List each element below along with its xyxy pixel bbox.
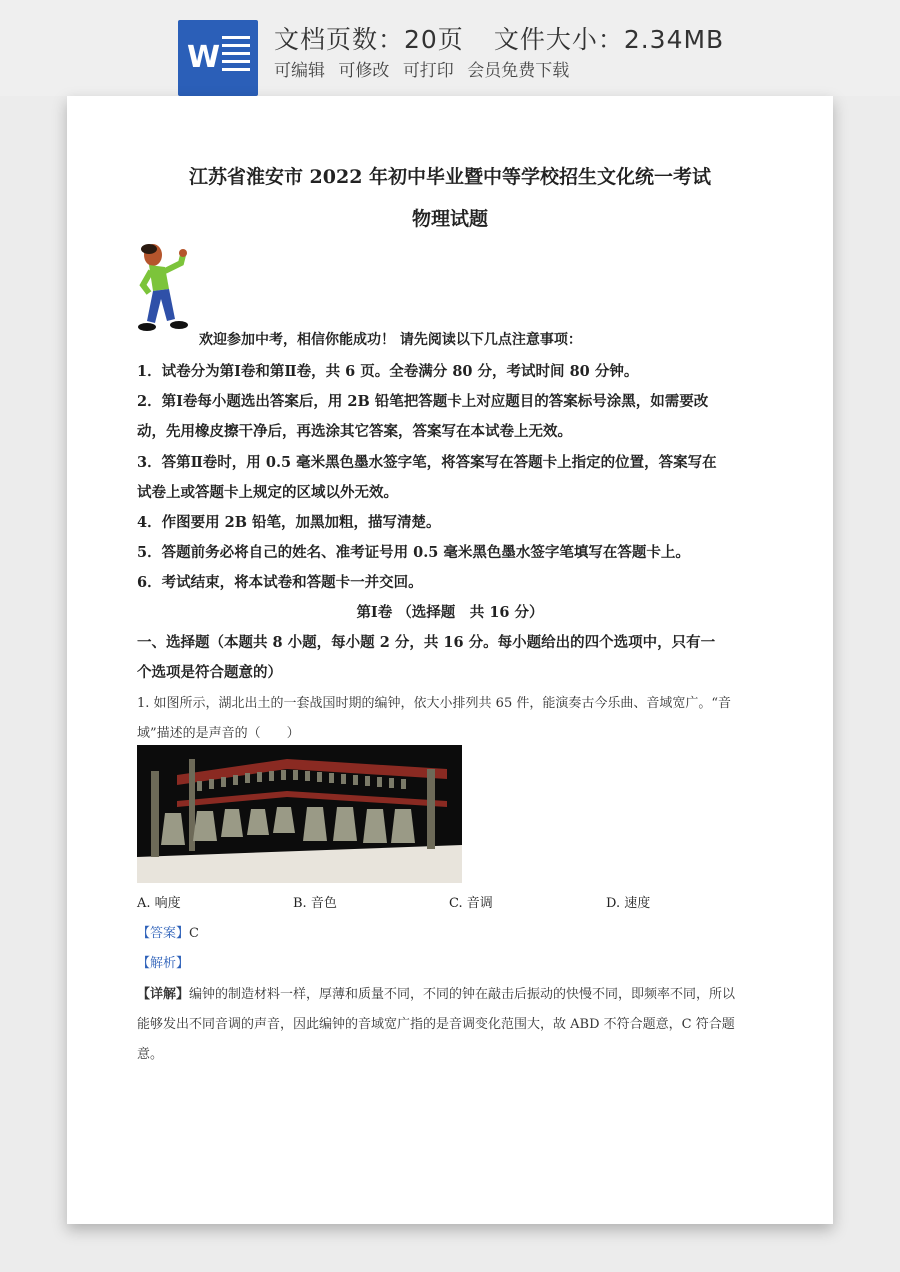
file-size: 文件大小：2.34MB [493,25,725,54]
note-6: 6．考试结束，将本试卷和答题卡一并交回。 [137,574,423,591]
analysis-tag: 【解析】 [137,956,190,971]
detail-line-3: 意。 [137,1047,164,1062]
note-1: 1．试卷分为第Ⅰ卷和第Ⅱ卷，共 6 页。全卷满分 80 分，考试时间 80 分钟。 [137,363,639,380]
feature-member-download: 会员免费下载 [467,61,570,81]
feature-editable: 可编辑 [274,61,325,81]
detail-line-2: 能够发出不同音调的声音，因此编钟的音域宽广指的是音调变化范围大，故 ABD 不符合题意，C 符合题 [137,1017,735,1032]
detail-tag: 【详解】 [137,987,190,1002]
download-banner [0,0,900,96]
exam-subtitle: 物理试题 [411,208,488,230]
analysis-line [137,952,189,971]
section-title: 第Ⅰ卷 （选择题 共 16 分） [356,604,544,621]
bianzhong-bells-image [137,745,462,883]
note-2-line-1: 2．第Ⅰ卷每小题选出答案后，用 2B 铅笔把答题卡上对应题目的答案标号涂黑，如需要改 [137,393,709,410]
note-2-line-2: 动，先用橡皮擦干净后，再选涂其它答案，答案写在本试卷上无效。 [137,423,572,440]
answer-tag: 【答案】 [137,926,190,941]
word-doc-icon: W [178,20,258,96]
detail-line-1 [137,983,735,1002]
option-b: B. 音色 [293,896,337,911]
answer-line [137,922,199,941]
detail-text-1: 编钟的制造材料一样，厚薄和质量不同，不同的钟在敲击后振动的快慢不同，即频率不同，所以 [189,987,736,1002]
question-1-line-1: 1. 如图所示，湖北出土的一套战国时期的编钟，依大小排列共 65 件，能演奏古今乐曲、音域宽广。“音 [137,696,731,711]
part-heading-line-1: 一、选择题（本题共 8 小题，每小题 2 分，共 16 分。每小题给出的四个选项中，只有一 [137,634,716,651]
feature-list [274,56,577,81]
feature-printable: 可打印 [402,61,454,81]
cartoon-figure-icon [135,241,197,336]
file-meta [274,20,724,56]
option-d: D. 速度 [606,896,651,911]
question-1-line-2: 域”描述的是声音的（ ） [137,726,300,741]
document-page [67,96,833,1224]
answer-value: C [189,926,199,941]
welcome-text: 欢迎参加中考，相信你能成功！ 请先阅读以下几点注意事项： [199,332,582,348]
note-4: 4．作图要用 2B 铅笔，加黑加粗，描写清楚。 [137,514,441,531]
option-a: A. 响度 [137,896,181,911]
option-c: C. 音调 [449,896,493,911]
page-count: 文档页数：20页 [274,25,464,54]
note-3-line-2: 试卷上或答题卡上规定的区域以外无效。 [137,484,398,501]
note-5: 5．答题前务必将自己的姓名、准考证号用 0.5 毫米黑色墨水签字笔填写在答题卡上。 [137,544,690,561]
part-heading-line-2: 个选项是符合题意的） [137,664,282,681]
feature-modifiable: 可修改 [338,61,390,81]
exam-title: 江苏省淮安市 2022 年初中毕业暨中等学校招生文化统一考试 [188,166,712,188]
note-3-line-1: 3．答第Ⅱ卷时，用 0.5 毫米黑色墨水签字笔，将答案写在答题卡上指定的位置，答案写在 [137,454,717,471]
